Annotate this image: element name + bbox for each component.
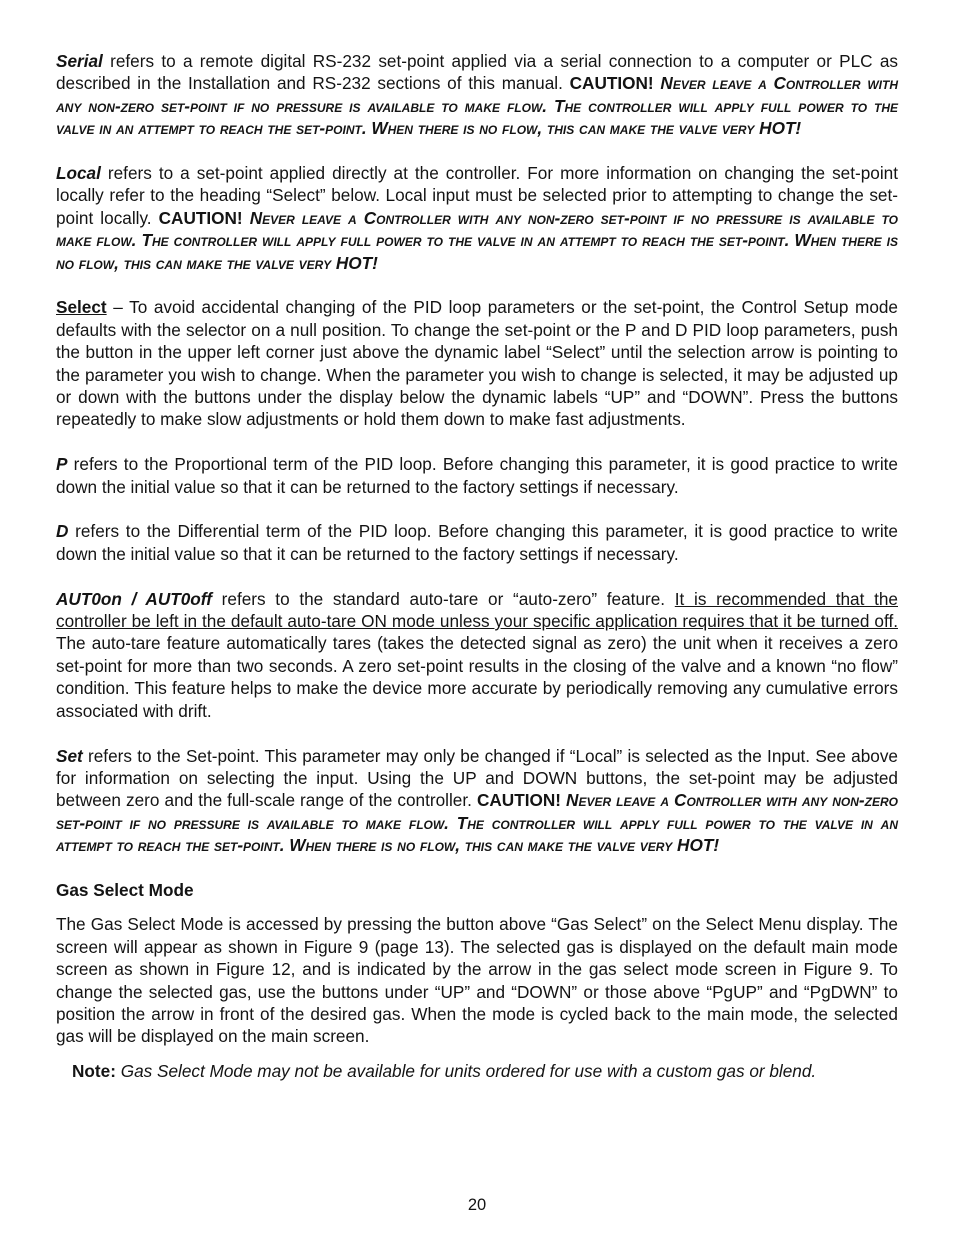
autozero-term: AUT0on / AUT0off bbox=[56, 588, 212, 609]
set-caution-label: CAUTION! bbox=[476, 790, 561, 811]
local-body: refers to a set-point applied directly at the controller. For more information on changing the set-point locally refer to the heading “Select” below. Local input must be selected prior to attempting to change the set-point locally. bbox=[56, 163, 898, 228]
d-term: D bbox=[56, 521, 69, 542]
serial-caution-label: CAUTION! bbox=[569, 73, 654, 94]
serial-paragraph bbox=[56, 50, 898, 140]
set-caution-text: Never leave a Controller with any non-zero set-point if no pressure is available to make flow. The controller will apply full power to the valve in an attempt to reach the set-point. When there is no flow, this can make the valve very bbox=[56, 790, 898, 856]
gas-select-heading: Gas Select Mode bbox=[56, 879, 194, 900]
autozero-body: refers to the standard auto-tare or “auto-zero” feature. bbox=[211, 588, 675, 609]
set-term: Set bbox=[56, 745, 83, 766]
d-body: refers to the Differential term of the PID loop. Before changing this parameter, it is good practice to write down the initial value so that it can be returned to the factory settings if necessary. bbox=[56, 521, 898, 564]
p-paragraph bbox=[56, 453, 898, 498]
p-term: P bbox=[56, 454, 68, 475]
document-page bbox=[56, 50, 898, 1082]
serial-term: Serial bbox=[56, 51, 103, 71]
d-paragraph bbox=[56, 520, 898, 565]
gas-select-note bbox=[72, 1060, 898, 1082]
local-term: Local bbox=[56, 163, 101, 184]
page-number: 20 bbox=[467, 1196, 487, 1214]
gas-select-paragraph: The Gas Select Mode is accessed by pressing the button above “Gas Select” on the Select Menu display. The screen will appear as shown in Figure 9 (page 13). The selected gas is displayed on the default main mode screen as shown in Figure 12, and is indicated by the arrow in the gas select mode screen in Figure 9. To change the selected gas, use the buttons under “UP” and “DOWN” or those above “PgUP” and “PgDWN” to position the arrow in front of the desired gas. When the mode is cycled back to the main mode, the selected gas will be displayed on the main screen. bbox=[56, 914, 898, 1047]
serial-caution-text: Never leave a Controller with any non-zero set-point if no pressure is available to make flow. The controller will apply full power to the valve in an attempt to reach the set-point. When there is no flow, this can make the valve very bbox=[56, 73, 898, 139]
select-body: – To avoid accidental changing of the PID loop parameters or the set-point, the Control Setup mode defaults with the selector on a null position. To change the set-point or the P and D PID loop parameters, push the button in the upper left corner just above the dynamic label “Select” until the selection arrow is pointing to the parameter you wish to change. When the parameter you wish to change is selected, it may be adjusted up or down with the buttons under the display below the dynamic labels “UP” and “DOWN”. Press the buttons repeatedly to make slow adjustments or hold them down to make fast adjustments. bbox=[56, 297, 898, 430]
select-term: Select bbox=[56, 297, 107, 318]
set-body: refers to the Set-point. This parameter may only be changed if “Local” is selected as the Input. See above for information on selecting the input. Using the UP and DOWN buttons, the set-point may be adjusted between zero and the full-scale range of the controller. bbox=[56, 745, 898, 811]
autozero-recommendation: It is recommended that the controller be left in the default auto-tare ON mode unless your specific application requires that it be turned off. bbox=[56, 588, 898, 632]
note-text: Gas Select Mode may not be available for units ordered for use with a custom gas or blend. bbox=[115, 1060, 817, 1081]
select-paragraph bbox=[56, 296, 898, 430]
p-body: refers to the Proportional term of the PID loop. Before changing this parameter, it is good practice to write down the initial value so that it can be returned to the factory settings if necessary. bbox=[56, 454, 898, 497]
local-caution-label: CAUTION! bbox=[158, 207, 243, 228]
note-label: Note: bbox=[72, 1060, 116, 1081]
serial-body: refers to a remote digital RS-232 set-point applied via a serial connection to a computer or PLC as described in the Installation and RS-232 sections of this manual. bbox=[56, 51, 898, 94]
autozero-body2: The auto-tare feature automatically tares (takes the detected signal as zero) the unit when it receives a zero set-point for more than two seconds. A zero set-point results in the closing of the valve and a known “no flow” condition. This feature helps to make the device more accurate by periodically removing any cumulative errors associated with drift. bbox=[56, 633, 898, 721]
set-paragraph bbox=[56, 745, 898, 857]
local-hot: HOT! bbox=[335, 252, 378, 273]
set-hot: HOT! bbox=[677, 835, 720, 856]
local-caution-text: Never leave a Controller with any non-zero set-point if no pressure is available to make flow. The controller will apply full power to the valve in an attempt to reach the set-point. When there is no flow, this can make the valve very bbox=[56, 207, 898, 273]
autozero-paragraph bbox=[56, 588, 898, 722]
serial-hot: HOT! bbox=[759, 118, 802, 139]
local-paragraph bbox=[56, 162, 898, 274]
